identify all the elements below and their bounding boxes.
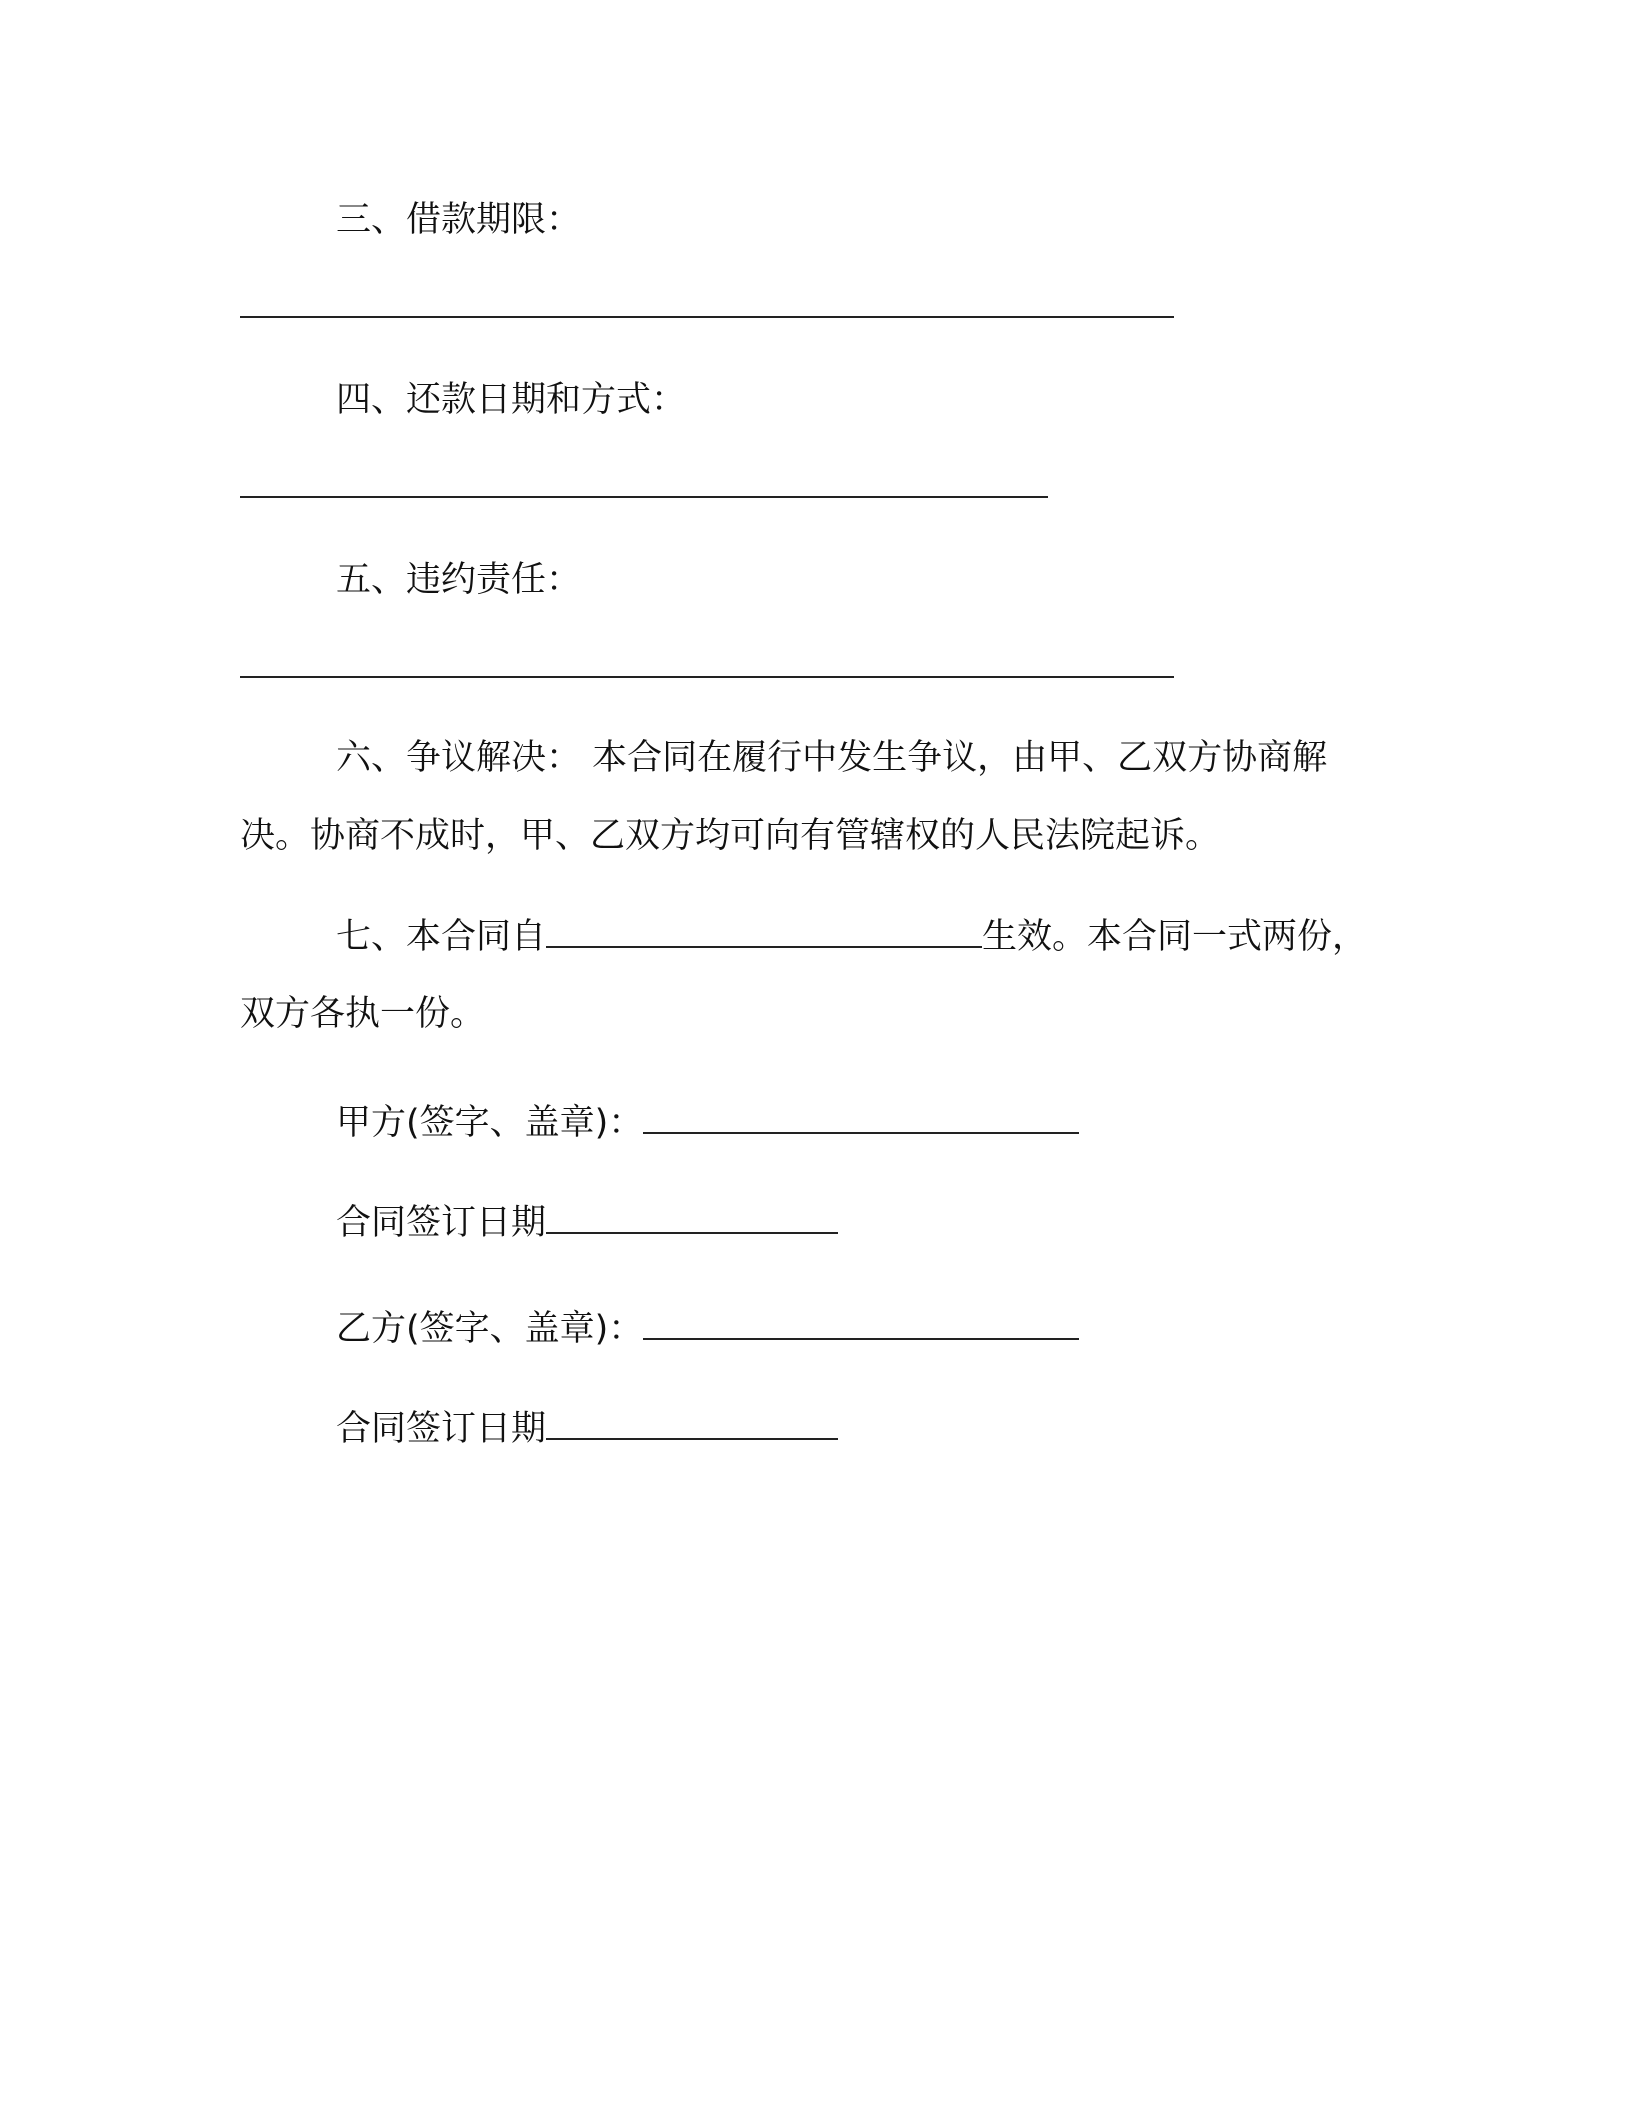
party-a-date-blank xyxy=(546,1198,838,1234)
term-fill-line xyxy=(240,316,1174,318)
party-a-date-row xyxy=(336,1198,838,1247)
section-liability-heading: 五、违约责任： xyxy=(336,560,582,600)
section-term-heading: 三、借款期限： xyxy=(336,200,582,240)
effect-prefix: 七、本合同自 xyxy=(336,917,547,957)
section-dispute-line1: 六、争议解决： 本合同在履行中发生争议，由甲、乙双方协商解 xyxy=(336,738,1328,778)
party-a-date-label: 合同签订日期 xyxy=(336,1203,547,1243)
party-b-date-blank xyxy=(546,1404,838,1440)
section-repayment-heading: 四、还款日期和方式： xyxy=(336,380,687,420)
effect-date-blank xyxy=(546,912,982,948)
section-dispute-line2: 决。协商不成时，甲、乙双方均可向有管辖权的人民法院起诉。 xyxy=(240,816,1221,856)
party-a-label: 甲方(签字、盖章)： xyxy=(336,1103,644,1143)
effect-suffix: 生效。本合同一式两份， xyxy=(982,917,1368,957)
party-b-label: 乙方(签字、盖章)： xyxy=(336,1309,644,1349)
section-effect-line1 xyxy=(336,912,1367,961)
party-b-date-label: 合同签订日期 xyxy=(336,1409,547,1449)
party-b-date-row xyxy=(336,1404,838,1453)
party-a-signature-blank xyxy=(643,1098,1079,1134)
liability-fill-line xyxy=(240,676,1174,678)
party-a-signature-row xyxy=(336,1098,1079,1147)
repayment-fill-line xyxy=(240,496,1048,498)
section-effect-line2: 双方各执一份。 xyxy=(240,994,486,1034)
party-b-signature-row xyxy=(336,1304,1079,1353)
party-b-signature-blank xyxy=(643,1304,1079,1340)
